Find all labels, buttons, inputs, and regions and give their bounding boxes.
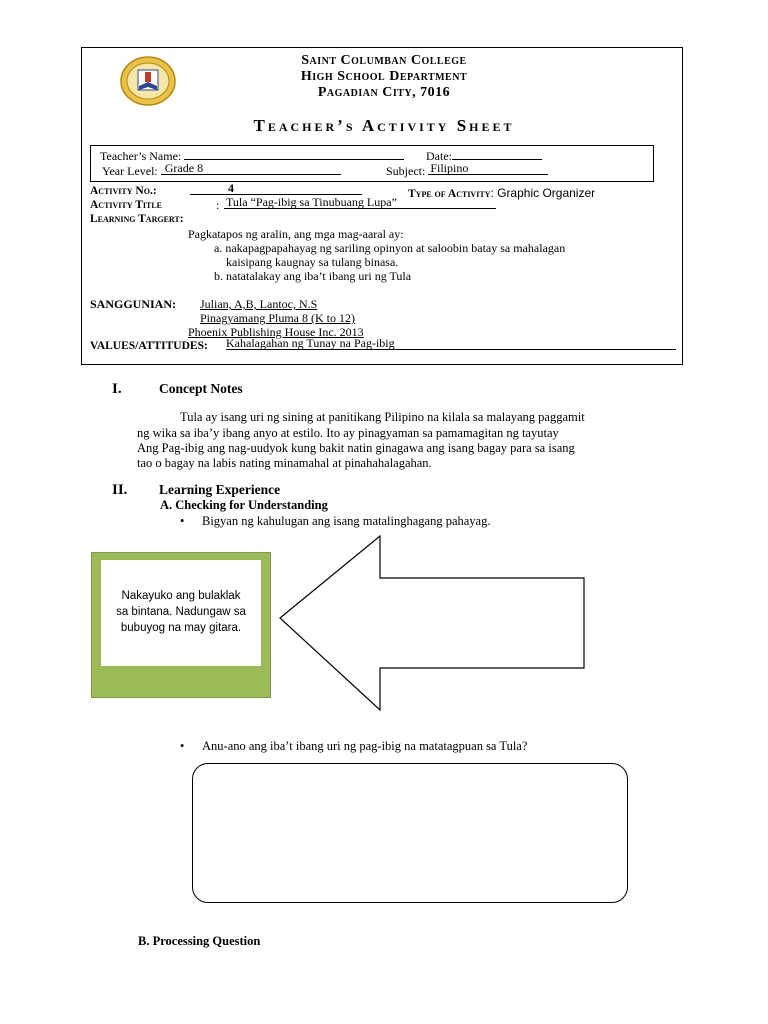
activity-title-row: [224, 195, 496, 213]
activity-no-value: 4: [228, 181, 234, 195]
subject-value: Filipino: [430, 161, 469, 175]
bullet-define-statement: • Bigyan ng kahulugan ang isang matalinghagang pahayag.: [202, 513, 490, 529]
quote-line3: bubuyog na may gitara.: [120, 622, 242, 634]
bullet-types-of-love: • Anu-ano ang iba’t ibang uri ng pag-ibig na matatagpuan sa Tula?: [202, 738, 527, 754]
section1-title: Concept Notes: [159, 381, 243, 396]
subsection-b-title: B. Processing Question: [138, 934, 261, 948]
answer-rounded-box[interactable]: [192, 763, 628, 903]
date-field[interactable]: [452, 149, 542, 160]
left-arrow-answer-area[interactable]: [276, 534, 588, 714]
school-department: High School Department: [300, 69, 468, 84]
activity-title-field: [224, 195, 496, 209]
activity-title-label: Activity Title: [90, 199, 162, 211]
learning-target-a-line2: kaisipang kaugnay sa tulang binasa.: [226, 255, 399, 269]
quote-white-box: [101, 560, 261, 666]
sheet-title: Teacher’s Activity Sheet: [253, 116, 515, 135]
source-line3: Phoenix Publishing House Inc. 2013: [188, 325, 364, 339]
subsection-a-title: A. Checking for Understanding: [160, 498, 328, 512]
year-level-row: [102, 161, 341, 179]
quote-line2: sa bintana. Nadungaw sa: [116, 606, 246, 618]
values-label: VALUES/ATTITUDES:: [90, 340, 208, 352]
teacher-name-label: Teacher’s Name:: [100, 149, 182, 163]
section2-numeral: II.: [112, 482, 128, 498]
year-level-value: Grade 8: [164, 161, 204, 175]
teacher-name-field[interactable]: [184, 149, 404, 160]
learning-target-label: Learning Targert:: [90, 213, 184, 225]
subject-label: Subject:: [386, 164, 426, 178]
quote-line1: Nakayuko ang bulaklak: [121, 590, 241, 602]
year-level-label: Year Level:: [102, 164, 158, 178]
concept-p4: tao o bagay na labis nating minamahal at pinahahalagahan.: [137, 456, 432, 470]
section1-numeral: I.: [112, 381, 122, 397]
activity-no-label: Activity No.:: [90, 185, 157, 197]
year-level-field[interactable]: [161, 161, 341, 175]
school-name: Saint Columban College: [301, 53, 467, 68]
source-line1: Julian, A,B, Lantoc, N.S: [200, 297, 318, 311]
learning-target-intro: Pagkatapos ng aralin, ang mga mag-aaral ay:: [188, 227, 404, 241]
learning-target-a-line1: a. nakapagpapahayag ng sariling opinyon at saloobin batay sa mahalagan: [214, 241, 566, 255]
values-field: [226, 336, 676, 350]
activity-title-colon: :: [216, 198, 220, 212]
date-label: Date:: [426, 149, 452, 163]
concept-p2: ng wika sa iba’y ibang anyo at estilo. Ito ay pinagyaman sa pamamagitan ng tayutay: [137, 426, 559, 440]
teacher-name-row: [100, 149, 404, 164]
school-city: Pagadian City, 7016: [317, 85, 451, 100]
sources-label: SANGGUNIAN:: [90, 297, 177, 311]
subject-row: [386, 161, 548, 179]
activity-title-value: Tula “Pag-ibig sa Tinubuang Lupa”: [226, 195, 397, 209]
section2-title: Learning Experience: [159, 482, 281, 497]
values-row: [226, 336, 676, 354]
source-line2: Pinagyamang Pluma 8 (K to 12): [200, 311, 355, 325]
learning-target-b: b. natatalakay ang iba’t ibang uri ng Tula: [214, 269, 412, 283]
values-value: Kahalagahan ng Tunay na Pag-ibig: [226, 336, 395, 350]
activity-type-label: Type of Activity: [408, 188, 491, 200]
activity-no-field: [190, 181, 362, 195]
concept-p1: Tula ay isang uri ng sining at panitikang Pilipino na kilala sa malayang paggamit: [180, 410, 585, 424]
concept-p3: Ang Pag-ibig ang nag-uudyok kung bakit natin ginagawa ang isang bagay para sa isang: [137, 441, 575, 455]
subject-field[interactable]: [428, 161, 548, 175]
activity-type-value: : Graphic Organizer: [490, 186, 596, 200]
